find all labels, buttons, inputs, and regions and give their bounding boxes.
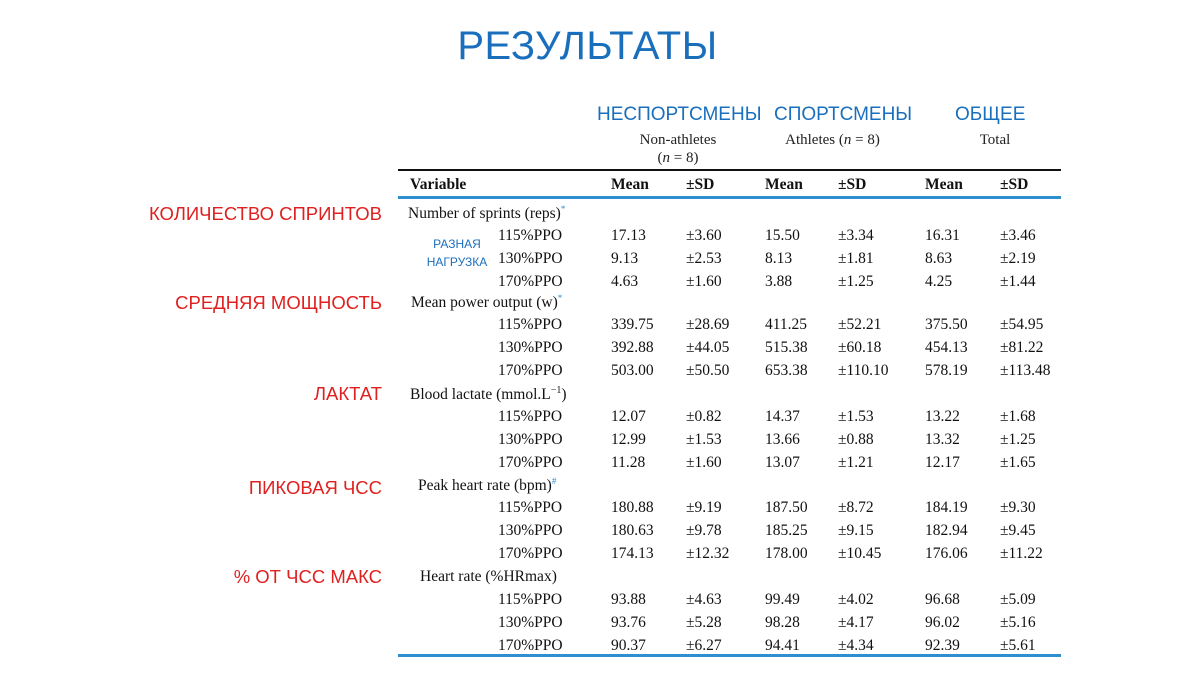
row-label: 170%PPO <box>498 273 563 290</box>
variable-text: Peak heart rate (bpm) <box>418 477 552 495</box>
table-cell: ±5.28 <box>686 614 722 631</box>
table-cell: 98.28 <box>765 614 800 631</box>
table-cell: ±3.34 <box>838 227 874 244</box>
variable-text: Blood lactate (mmol.L <box>410 386 551 404</box>
table-cell: ±1.53 <box>838 408 874 425</box>
table-cell: ±1.60 <box>686 454 722 471</box>
significance-mark: * <box>560 204 566 214</box>
variable-text: Mean power output (w) <box>411 294 558 312</box>
table-cell: 96.68 <box>925 591 960 608</box>
row-label: 170%PPO <box>498 545 563 562</box>
table-cell: ±1.68 <box>1000 408 1036 425</box>
group-label: Non-athletes <box>639 132 717 148</box>
table-cell: 503.00 <box>611 362 654 379</box>
table-cell: 13.66 <box>765 431 800 448</box>
table-cell: 653.38 <box>765 362 808 379</box>
table-cell: ±1.53 <box>686 431 722 448</box>
table-cell: ±11.22 <box>1000 545 1043 562</box>
table-cell: ±5.16 <box>1000 614 1036 631</box>
column-header-sd: ±SD <box>686 176 715 193</box>
table-cell: ±6.27 <box>686 637 722 654</box>
table-cell: ±28.69 <box>686 316 730 333</box>
table-cell: 8.13 <box>765 250 793 267</box>
group-heading-en-nonathletes <box>618 131 738 167</box>
table-cell: ±1.60 <box>686 273 722 290</box>
row-label: 115%PPO <box>498 591 563 608</box>
table-cell: 16.31 <box>925 227 960 244</box>
table-cell: ±0.82 <box>686 408 722 425</box>
table-cell: 17.13 <box>611 227 646 244</box>
variable-superscript: −1 <box>550 385 562 396</box>
row-label: 130%PPO <box>498 339 563 356</box>
table-cell: 9.13 <box>611 250 639 267</box>
table-cell: ±4.63 <box>686 591 722 608</box>
group-heading-en-total <box>960 131 1030 149</box>
table-cell: ±3.46 <box>1000 227 1036 244</box>
table-cell: ±1.65 <box>1000 454 1036 471</box>
group-heading-en-athletes <box>770 131 895 149</box>
group-heading-ru-total: ОБЩЕЕ <box>955 104 1026 125</box>
row-label: 170%PPO <box>498 637 563 654</box>
table-cell: 515.38 <box>765 339 808 356</box>
table-cell: 8.63 <box>925 250 953 267</box>
table-cell: 99.49 <box>765 591 800 608</box>
table-cell: ±110.10 <box>838 362 889 379</box>
table-cell: ±12.32 <box>686 545 730 562</box>
variable-name <box>418 476 556 495</box>
table-cell: ±60.18 <box>838 339 882 356</box>
table-cell: ±4.17 <box>838 614 874 631</box>
table-cell: 94.41 <box>765 637 800 654</box>
table-cell: ±52.21 <box>838 316 882 333</box>
table-cell: 375.50 <box>925 316 968 333</box>
column-header-mean: Mean <box>765 176 803 193</box>
table-cell: ±3.60 <box>686 227 722 244</box>
table-cell: 14.37 <box>765 408 800 425</box>
table-cell: ±54.95 <box>1000 316 1044 333</box>
row-label: 170%PPO <box>498 454 563 471</box>
column-header-sd: ±SD <box>838 176 867 193</box>
load-note: РАЗНАЯ НАГРУЗКА <box>426 237 488 269</box>
variable-name <box>408 204 565 223</box>
header-rule <box>398 196 1061 199</box>
table-cell: ±81.22 <box>1000 339 1044 356</box>
group-heading-ru-nonathletes: НЕСПОРТСМЕНЫ <box>597 104 762 125</box>
table-cell: ±9.15 <box>838 522 874 539</box>
table-cell: 12.99 <box>611 431 646 448</box>
table-cell: ±44.05 <box>686 339 730 356</box>
table-cell: ±9.45 <box>1000 522 1036 539</box>
variable-end: ) <box>561 386 567 404</box>
section-label-ru: КОЛИЧЕСТВО СПРИНТОВ <box>148 203 382 224</box>
n-var: n <box>662 150 671 166</box>
table-cell: 184.19 <box>925 499 968 516</box>
table-cell: 180.63 <box>611 522 654 539</box>
section-label-ru: СРЕДНЯЯ МОЩНОСТЬ <box>175 292 382 313</box>
variable-name <box>420 568 557 586</box>
table-cell: 176.06 <box>925 545 968 562</box>
row-label: 115%PPO <box>498 408 563 425</box>
section-label-ru: ПИКОВАЯ ЧСС <box>248 477 382 498</box>
variable-text: Heart rate (%HRmax) <box>420 568 557 585</box>
table-cell: ±4.02 <box>838 591 874 608</box>
group-heading-ru-athletes: СПОРТСМЕНЫ <box>774 104 913 125</box>
table-cell: 411.25 <box>765 316 808 333</box>
table-bottom-rule <box>398 654 1061 657</box>
section-label-ru: % ОТ ЧСС МАКС <box>233 566 382 587</box>
row-label: 130%PPO <box>498 250 563 267</box>
table-cell: ±1.25 <box>838 273 874 290</box>
table-cell: ±1.25 <box>1000 431 1036 448</box>
table-cell: 93.76 <box>611 614 646 631</box>
n-var: n <box>843 132 852 148</box>
table-cell: 4.25 <box>925 273 953 290</box>
row-label: 115%PPO <box>498 227 563 244</box>
table-cell: ±8.72 <box>838 499 874 516</box>
row-label: 130%PPO <box>498 522 563 539</box>
table-cell: 93.88 <box>611 591 646 608</box>
table-cell: ±5.61 <box>1000 637 1036 654</box>
table-cell: ±0.88 <box>838 431 874 448</box>
table-cell: 185.25 <box>765 522 808 539</box>
group-label: Total <box>979 132 1011 148</box>
row-label: 170%PPO <box>498 362 563 379</box>
table-cell: 12.07 <box>611 408 646 425</box>
n-suffix: = 8) <box>670 150 699 166</box>
table-cell: ±9.30 <box>1000 499 1036 516</box>
table-cell: 178.00 <box>765 545 808 562</box>
significance-mark: * <box>557 293 563 303</box>
group-n <box>618 149 738 167</box>
table-cell: 339.75 <box>611 316 654 333</box>
table-cell: ±5.09 <box>1000 591 1036 608</box>
row-label: 115%PPO <box>498 316 563 333</box>
section-label-ru: ЛАКТАТ <box>313 383 382 404</box>
table-cell: 11.28 <box>611 454 646 471</box>
table-cell: 174.13 <box>611 545 654 562</box>
table-top-rule <box>398 169 1061 171</box>
table-cell: ±10.45 <box>838 545 882 562</box>
group-label: Athletes <box>785 132 836 148</box>
variable-text: Number of sprints (reps) <box>408 205 561 223</box>
n-suffix: = 8) <box>851 132 880 148</box>
significance-mark: # <box>551 476 557 486</box>
table-cell: 15.50 <box>765 227 800 244</box>
column-header-variable: Variable <box>410 176 467 193</box>
table-cell: 180.88 <box>611 499 654 516</box>
column-header-mean: Mean <box>611 176 649 193</box>
row-label: 115%PPO <box>498 499 563 516</box>
table-cell: 13.22 <box>925 408 960 425</box>
table-cell: ±2.53 <box>686 250 722 267</box>
table-cell: 92.39 <box>925 637 960 654</box>
table-cell: 187.50 <box>765 499 808 516</box>
n-prefix: ( <box>657 150 663 166</box>
table-cell: 12.17 <box>925 454 960 471</box>
column-header-mean: Mean <box>925 176 963 193</box>
variable-name <box>411 293 562 312</box>
table-cell: 392.88 <box>611 339 654 356</box>
table-cell: ±50.50 <box>686 362 730 379</box>
table-cell: 13.07 <box>765 454 800 471</box>
table-cell: 3.88 <box>765 273 793 290</box>
column-header-sd: ±SD <box>1000 176 1029 193</box>
table-cell: 96.02 <box>925 614 960 631</box>
table-cell: ±9.19 <box>686 499 722 516</box>
n-prefix: ( <box>835 132 844 148</box>
variable-name <box>410 385 567 404</box>
row-label: 130%PPO <box>498 431 563 448</box>
table-cell: 13.32 <box>925 431 960 448</box>
table-cell: 90.37 <box>611 637 646 654</box>
table-cell: ±1.81 <box>838 250 874 267</box>
table-cell: ±113.48 <box>1000 362 1051 379</box>
table-cell: 182.94 <box>925 522 968 539</box>
table-cell: 4.63 <box>611 273 639 290</box>
page-title: РЕЗУЛЬТАТЫ <box>457 24 718 68</box>
table-cell: 454.13 <box>925 339 968 356</box>
table-cell: ±9.78 <box>686 522 722 539</box>
table-cell: 578.19 <box>925 362 968 379</box>
table-cell: ±1.21 <box>838 454 874 471</box>
table-cell: ±1.44 <box>1000 273 1036 290</box>
row-label: 130%PPO <box>498 614 563 631</box>
table-cell: ±4.34 <box>838 637 874 654</box>
table-cell: ±2.19 <box>1000 250 1036 267</box>
